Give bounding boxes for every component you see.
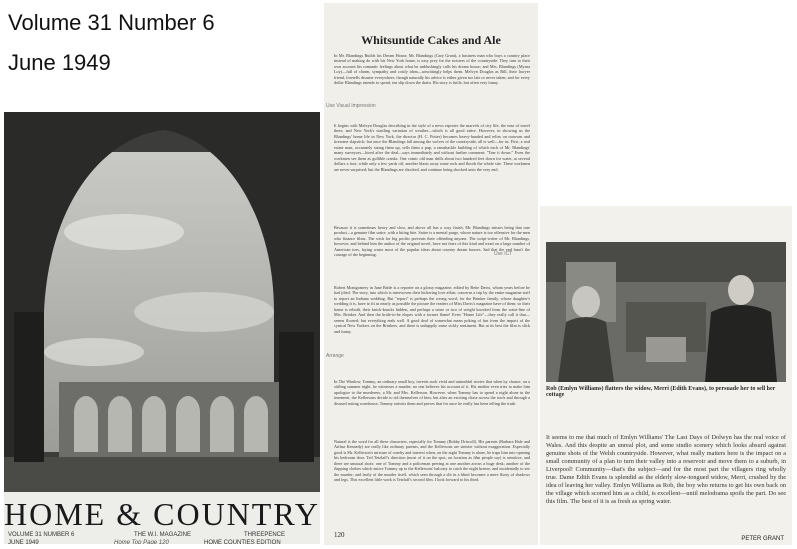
paragraph-3: Because it is sometimes heavy and slow, and above all has a cosy finish, Mr. Blandings misses being that rare product—a genuine film satire, with a biting bite. Satire is a mental purge, whose nature is too offensive for the men who finance films. The wish for big profits prevents their offending anyone. The script-writer of Mr. Blandings, however, and behind him the author of the original novel, have not fears of this kind and tread on a large number of American toes, laying waste most of the popular ideas about country dream houses. Sad that the end hasn't the courage of the beginning. [334, 225, 530, 258]
margin-stamp: Use Visual Impression [326, 103, 376, 109]
cover-volume: VOLUME 31 NUMBER 6 [8, 532, 75, 538]
paragraph-4: Robert Montgomery in June Bride is a reporter on a glossy magazine, edited by Bette Davis, whom years before he had jilted. The story, into which is interwoven their bickering love affair, concerns a trip by the entire magazine staff to report an Indiana wedding. But "report" is perhaps the wrong word; for the Brinker family, whose daughter's wedding it is, have to fit as nearly as possible the picture the readers of Miss Davis's magazine have of them; so their home is rebuilt, their knick-knacks hidden, and perhaps a stone or two of weight knocked from the waist-line of Mrs. Brinker. And then the bride-to-be elopes with a former flame! Even "Home Life"—they really call it that—seems floored; but everything ends well. A good deal of somewhat mean poking of fun from the impact of the cynical New Yorkers on the Brinkers, and there is unhappily some sickly sentiment. But at its best the film is slick and funny. [334, 285, 530, 334]
cover-price: THREEPENCE [244, 532, 286, 538]
paragraph-2: It begins with Melvyn Douglas describing in the style of a news reporter the marvels of city life, the ease of travel there, and New York's startling variation of weather—which is all good satire. However, in showing us the Blandings' home life in New York, the director (H. C. Potter) becomes heavy-handed and relies on outworn and tiresome slapstick; but once the Blandings fall among the wolves of the countryside, all is well—for us. First, a real estate man, accurately sizing them up, sells them a pup, a ramshackle building of which each of Mr. Blandings' many surveyors—hired after the deal—says immediately and without further comment: "Tear it down." Even the workmen see them as gullible cranks. One comic old man drills about two hundred feet down for water, at several dollars a foot; while only a few yards off, another blasts away some rock and floods the whole site. These workmen are never surprised; but the Blandings are shocked, and continue being shocked unto the very end. [334, 123, 530, 172]
page-number: 120 [334, 531, 345, 539]
date-heading: June 1949 [8, 50, 111, 75]
paragraph-6: Natural is the word for all these characters, especially for Tommy (Bobby Driscoll). His parents (Barbara Hale and Arthur Kennedy) are really like ordinary parents, and the Kellersons are sinister without exaggeration. Especially good is Mr. Kellerson's mixture of cruelty and interest when, on the night Tommy is alone, he traps him into opening his bedroom door. Ted Tetzlaff's direction (most of it on the spot, on location as film people say) is sensitive, and there are unusual shots: one of Tommy and a policeman peering at one another across a huge desk; another of the flapping clothes which entice Tommy up to the Kellersons' balcony to catch the night breeze, and incidentally to see the murder; and lastly of the murder itself, which seen through a slit in a blind becomes a mere flurry of shadows and legs. This excellent little work is Tetzlaff's second film. I look forward to his third. [334, 439, 530, 483]
paragraph-1: In Mr. Blandings Builds his Dream House, Mr. Blandings (Cary Grant), a business man who buys a country place instead of making do with his New York home, is easy prey for the twisters of the countryside. They turn to their own account his romantic feelings about what he unblushingly calls his dream house; and Mrs. Blandings (Myrna Loy)—full of charm, sympathy and costly ideas—unwittingly helps them. Melvyn Douglas as Bill, their lawyer friend, foretells disaster everywhere, though naturally his advice is either given too late or never taken; and for every dollar Blandings intends to spend, ten slip down the drain. His story is futile, but often very funny. [334, 53, 530, 86]
margin-stamp: Use ICT [494, 251, 513, 257]
magazine-cover [4, 112, 320, 544]
film-still-page [540, 206, 792, 545]
film-still-photo [546, 242, 786, 382]
article-title: Whitsuntide Cakes and Ale [361, 33, 501, 47]
paragraph-5: In The Window, Tommy, an ordinary small boy, invents such vivid and untruthful stories that when by chance, on a stifling summer night, he witnesses a murder, no one believes his account of it. His mother even tries to make him apologise to the murderers, a Mr. and Mrs. Kellerson. However, when Tommy has to spend a night alone in the tenement, the Kellersons decide to rid themselves of him; but after an exciting chase across the roofs and through a disused rotting warehouse, Tommy outwits them and proves that for once he really has been telling the truth. [334, 379, 530, 406]
cover-magazine-line: THE W.I. MAGAZINE [134, 532, 192, 538]
cover-photo-abbey-ruins [4, 112, 320, 492]
volume-heading: Volume 31 Number 6 [8, 10, 215, 35]
cover-edition: HOME COUNTIES EDITION [204, 540, 281, 544]
cover-date: JUNE 1949 [8, 540, 39, 544]
photo-caption: Rob (Emlyn Williams) flatters the widow, Merri (Edith Evans), to persuade her to sell her cottage [546, 386, 776, 398]
margin-stamp: Arrange [326, 353, 344, 359]
handwritten-note: Home Top Page 120 [114, 540, 169, 544]
article-page [324, 3, 538, 545]
review-paragraph: It seems to me that much of Emlyn Williams' The Last Days of Dolwyn has the real voice of Wales. And this despite an unreal plot, and some studio scenery which looks absurd against genuine shots of the Welsh countryside. However, what really matters here is the impact on a small community of a plan to turn their valley into a reservoir and move them to a suburb, in Liverpool! Community—that's the subject—and for the most part the villagers ring wholly true. Dame Edith Evans is splendid as the elderly slow-tongued widow, Merri, crushed by the idea of leaving her valley. Emlyn Williams as Rob, the boy who returns to get his own back on the village which scorned him as a child, is excellent—until melodrama spoils the part. Do see this film. The best of it is as fresh as spring water. [546, 434, 786, 505]
cover-title: HOME & COUNTRY [4, 496, 320, 532]
author-signature: PETER GRANT [741, 536, 784, 542]
